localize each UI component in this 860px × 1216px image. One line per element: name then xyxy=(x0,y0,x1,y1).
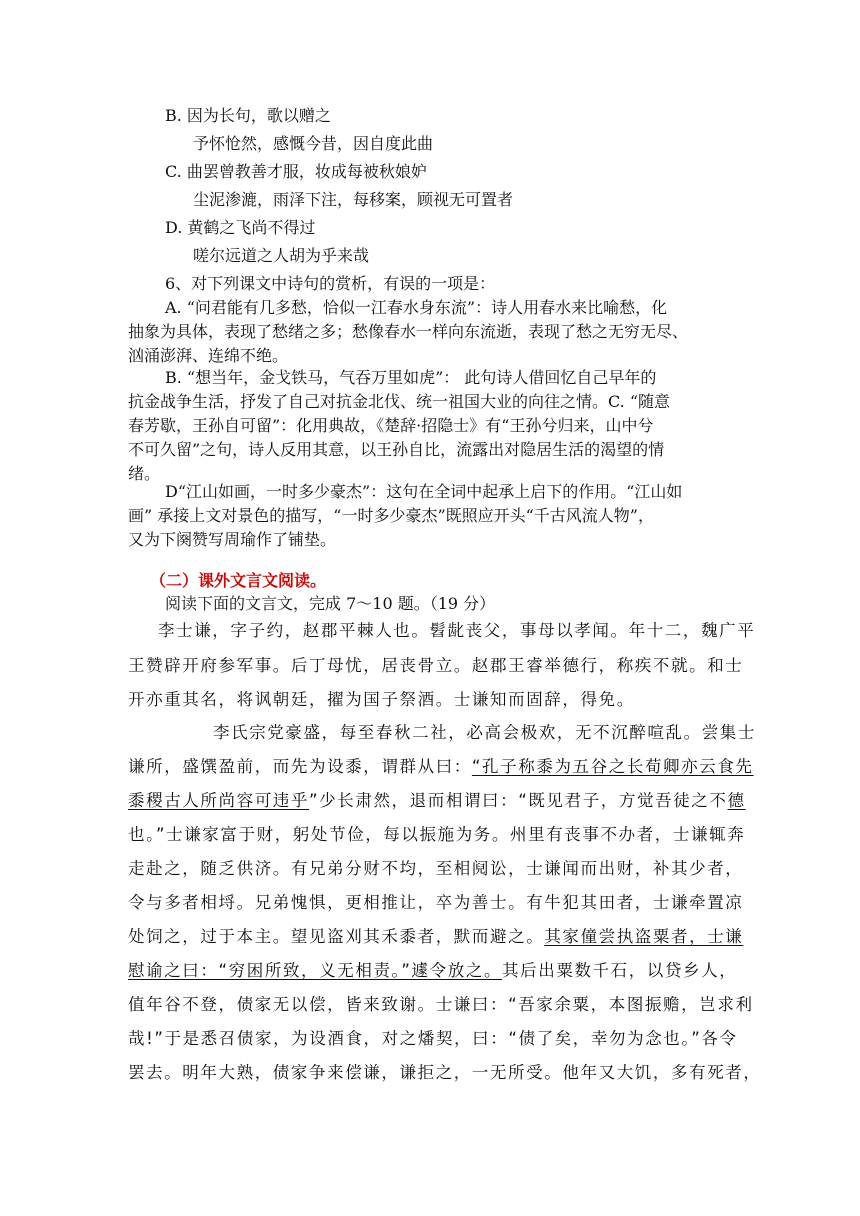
passage-p2-line5: 走赴之，随乏供济。有兄弟分财不均，至相阋讼，士谦闻而出财，补其少者， xyxy=(128,859,744,878)
passage-p2-line4: 也。”士谦家富于财，躬处节俭，每以振施为务。州里有丧事不办者，士谦辄奔 xyxy=(128,825,746,844)
q6-b-line2: 抗金战争生活，抒发了自己对抗金北伐、统一祖国大业的向往之情。C. “随意 xyxy=(128,392,671,411)
passage-p2-line10: 哉!”于是悉召债家，为设酒食，对之燔契，曰：“债了矣，幸勿为念也。”各令 xyxy=(128,1029,738,1048)
option-b-line1: B. 因为长句，歌以赠之 xyxy=(165,106,331,125)
passage-text: 谦所，盛馔盈前，而先为设黍，谓群从曰： xyxy=(128,757,472,776)
underlined-sentence: 其家僮尝执盗粟者，士谦 xyxy=(544,927,744,946)
option-c-line1: C. 曲罢曾教善才服，妆成每被秋娘妒 xyxy=(165,162,427,181)
q6-a-line2: 抽象为具体，表现了愁绪之多；愁像春水一样向东流逝，表现了愁之无穷无尽、 xyxy=(128,322,689,341)
underlined-sentence: “孔子称黍为五谷之长荀卿亦云食先 xyxy=(471,757,754,776)
passage-p2-line9: 值年谷不登，债家无以偿，皆来致谢。士谦曰：“吾家余粟，本图振赡，岂求利 xyxy=(128,995,754,1014)
q6-b-line3: 春芳歇，王孙自可留”：化用典故，《楚辞·招隐士》有“王孙兮归来，山中兮 xyxy=(128,416,654,435)
option-c-line2: 尘泥渗漉，雨泽下注，每移案，顾视无可置者 xyxy=(193,190,514,209)
q6-b-line4: 不可久留”之句，诗人反用其意，以王孙自比，流露出对隐居生活的渴望的情 xyxy=(128,440,665,459)
q6-stem: 6、对下列课文中诗句的赏析，有误的一项是： xyxy=(165,274,496,293)
q6-a-line1: A. “问君能有几多愁，恰似一江春水身东流”：诗人用春水来比喻愁，化 xyxy=(165,298,668,317)
q6-b-line1: B. “想当年，金戈铁马，气吞万里如虎”： 此句诗人借回忆自己早年的 xyxy=(165,368,657,387)
passage-text: 其后出粟数千石，以贷乡人， xyxy=(502,961,738,980)
q6-a-line3: 汹涌澎湃、连绵不绝。 xyxy=(128,346,289,365)
passage-p2-line11: 罢去。明年大熟，债家争来偿谦，谦拒之，一无所受。他年又大饥，多有死者， xyxy=(128,1063,762,1082)
q6-d-line3: 又为下阕赞写周瑜作了铺垫。 xyxy=(128,530,337,549)
q6-d-line2: 画” 承接上文对景色的描写，“一时多少豪杰”既照应开头“千古风流人物”， xyxy=(128,506,654,525)
passage-p1-line1: 李士谦，字子约，赵郡平棘人也。髫龀丧父，事母以孝闻。年十二，魏广平 xyxy=(158,621,756,640)
q6-d-line1: D“江山如画，一时多少豪杰”：这句在全词中起承上启下的作用。“江山如 xyxy=(165,482,683,501)
section-title: （二）课外文言文阅读。 xyxy=(150,571,327,590)
option-d-line1: D. 黄鹤之飞尚不得过 xyxy=(165,218,316,237)
passage-p2-line1: 李氏宗党豪盛，每至春秋二社，必高会极欢，无不沉醉喧乱。尝集士 xyxy=(213,723,756,742)
passage-p2-line6: 令与多者相埒。兄弟愧惧，更相推让，卒为善士。有牛犯其田者，士谦牵置凉 xyxy=(128,893,744,912)
passage-p2-line7 xyxy=(128,925,743,949)
underlined-word: 德 xyxy=(727,791,746,810)
passage-p2-line2 xyxy=(128,755,754,779)
passage-text: 处饲之，过于本主。望见盗刈其禾黍者，默而避之。 xyxy=(128,927,545,946)
underlined-sentence: 慰谕之曰：“穷困所致，义无相责。”遽令放之。 xyxy=(128,961,503,980)
passage-text: ”少长肃然，退而相谓曰：“既见君子，方觉吾徒之不 xyxy=(309,791,728,810)
passage-p2-line8 xyxy=(128,959,737,983)
option-d-line2: 嗟尔远道之人胡为乎来哉 xyxy=(193,246,370,265)
passage-p1-line3: 开亦重其名，将讽朝廷，擢为国子祭酒。士谦知而固辞，得免。 xyxy=(128,690,635,709)
q6-b-line5: 绪。 xyxy=(128,464,161,483)
passage-p2-line3 xyxy=(128,789,746,813)
section-instruction: 阅读下面的文言文，完成 7～10 题。（19 分） xyxy=(165,594,496,613)
underlined-sentence: 黍稷古人所尚容可违乎 xyxy=(128,791,309,810)
option-b-line2: 予怀怆然，感慨今昔，因自度此曲 xyxy=(193,134,434,153)
passage-p1-line2: 王赞辟开府参军事。后丁母忧，居丧骨立。赵郡王睿举德行，称疾不就。和士 xyxy=(128,656,744,675)
